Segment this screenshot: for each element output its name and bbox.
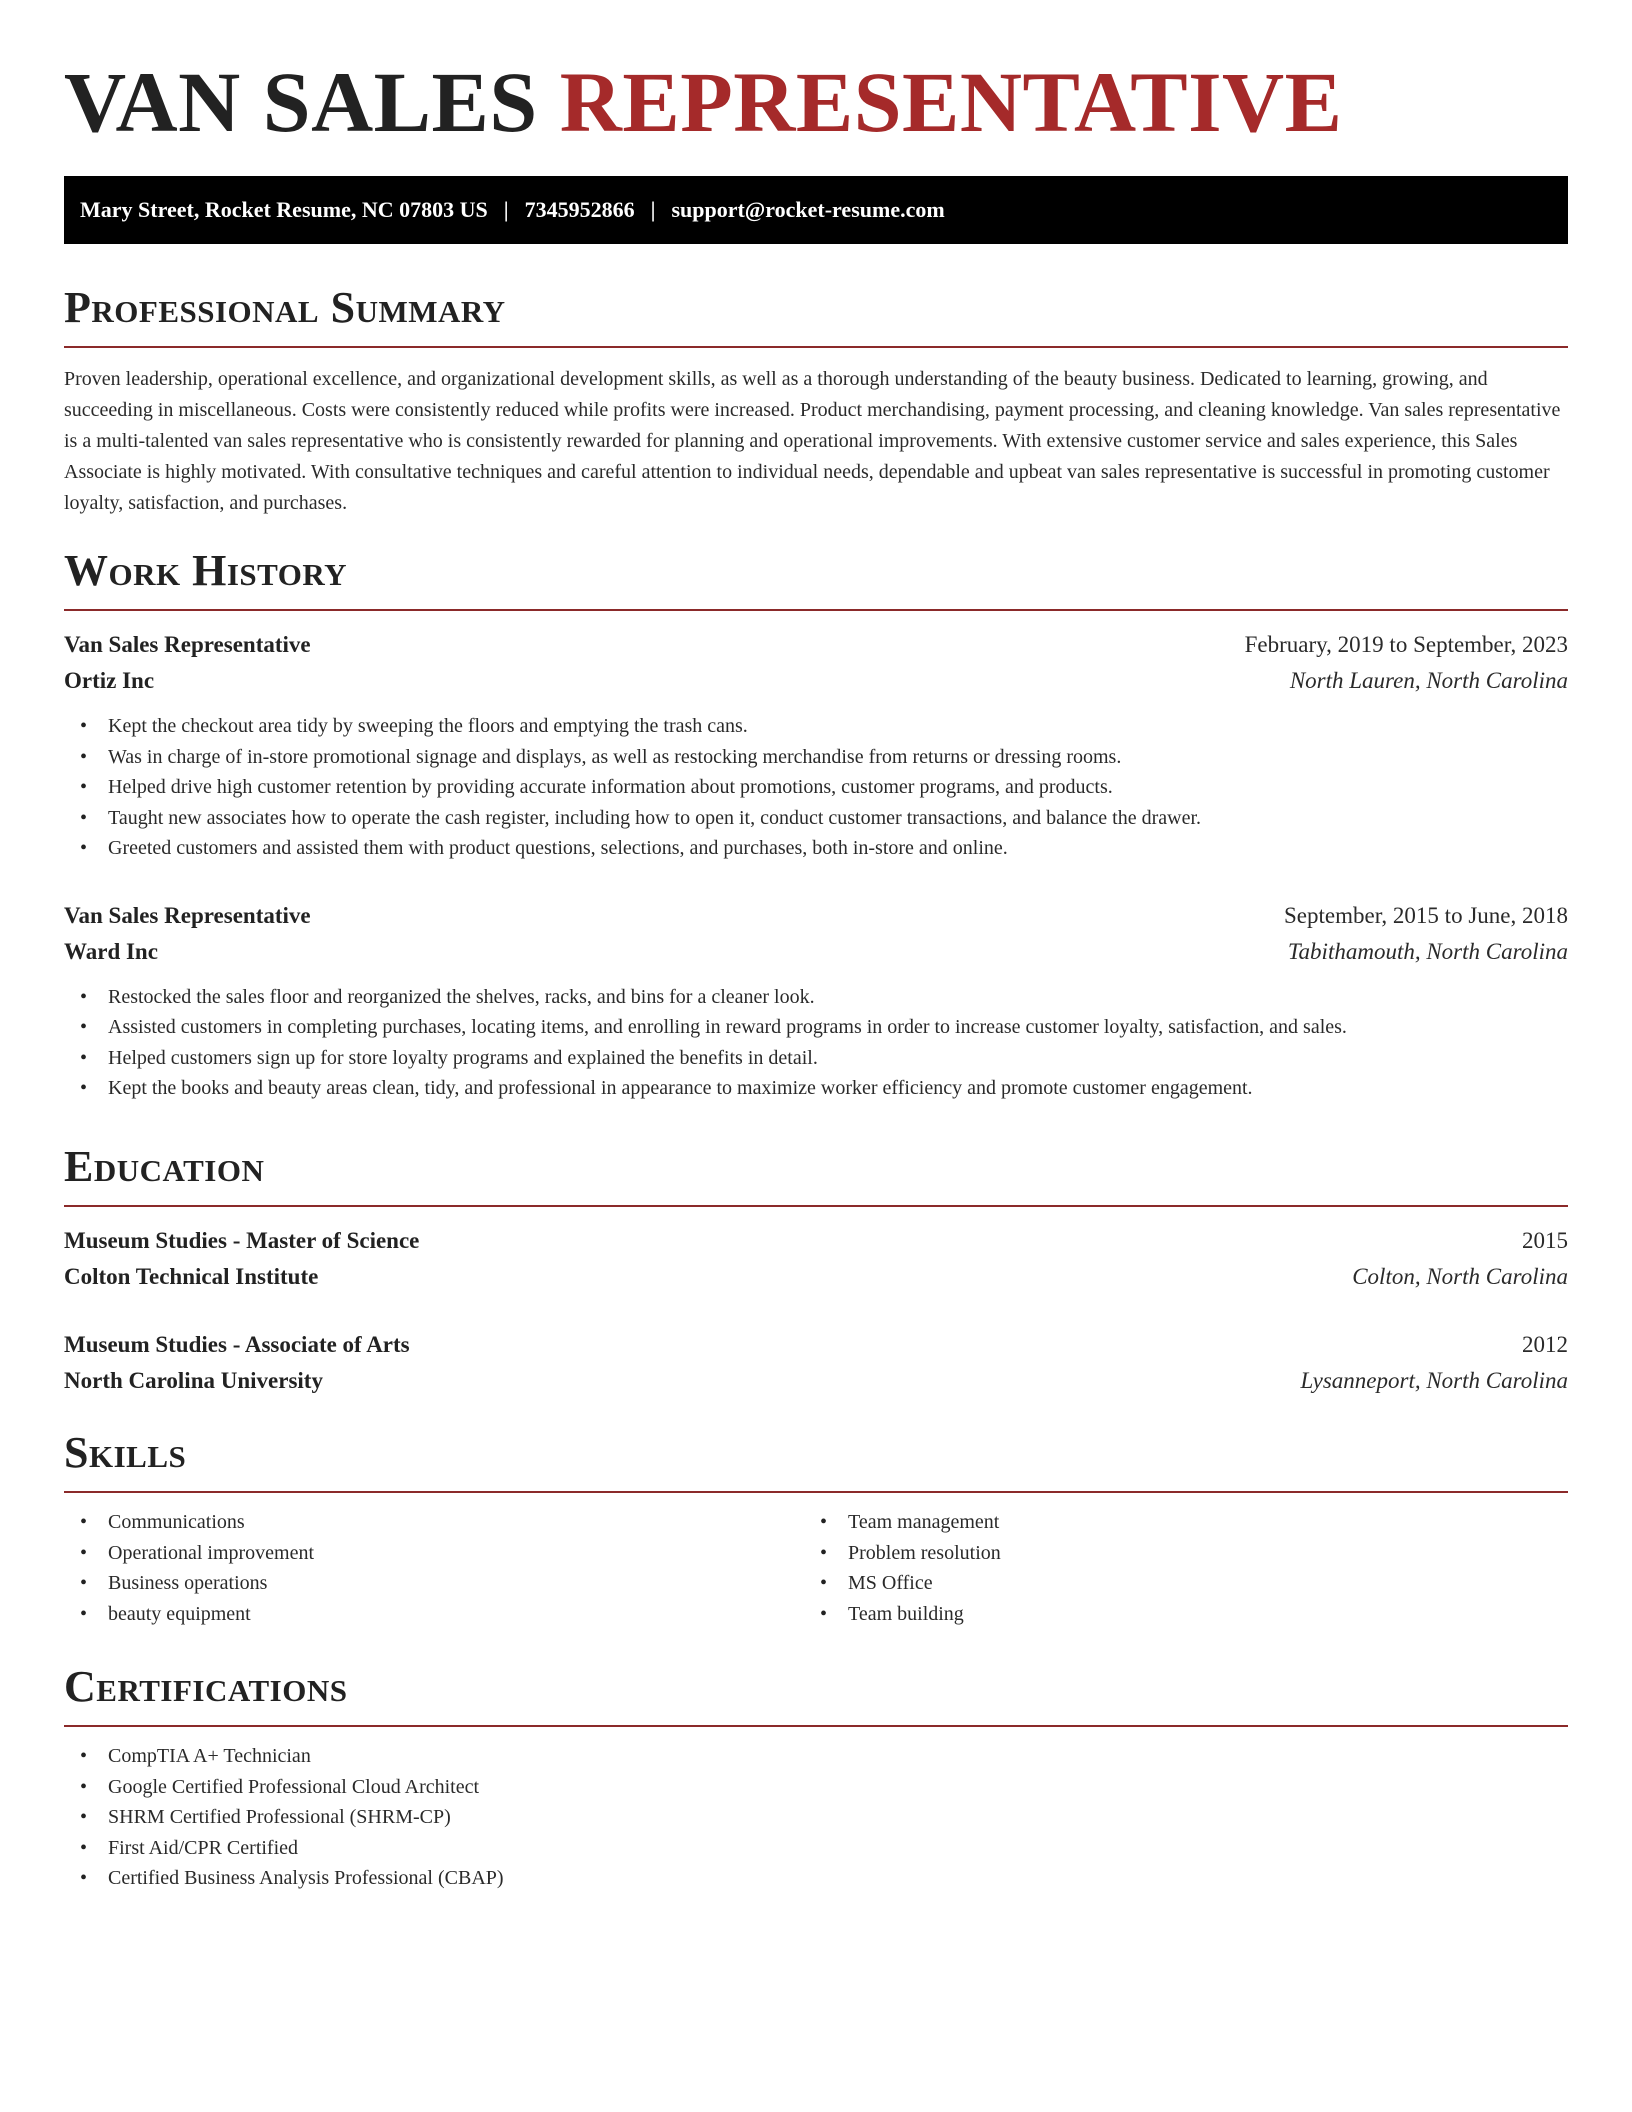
list-item: • Kept the checkout area tidy by sweeping the floors and emptying the trash cans. [64,711,1568,742]
job-title: Van Sales Representative [64,902,311,928]
education-entry [64,1327,1568,1399]
job-header-row [64,627,1568,663]
section-divider [64,1725,1568,1727]
contact-phone: 7345952866 [524,197,635,222]
skills-section [64,1427,1568,1629]
list-item: • Team management [804,1507,1544,1538]
contact-email: support@rocket-resume.com [671,197,945,222]
resume-title [64,52,1343,152]
list-item: • Team building [804,1599,1544,1630]
certifications-list [64,1741,1568,1894]
job-entry [64,898,1568,1104]
job-dates: September, 2015 to June, 2018 [1284,902,1568,928]
education-entry [64,1223,1568,1295]
list-item: • Helped drive high customer retention by providing accurate information about promotions, customer programs, and products. [64,772,1568,803]
list-item: • CompTIA A+ Technician [64,1741,1568,1772]
list-item: • Restocked the sales floor and reorganized the shelves, racks, and bins for a cleaner look. [64,982,1568,1013]
job-bullets [64,982,1568,1104]
job-dates: February, 2019 to September, 2023 [1244,632,1568,657]
list-item: • Communications [64,1507,804,1538]
list-item: • Greeted customers and assisted them with product questions, selections, and purchases, both in-store and online. [64,833,1568,864]
education-year: 2015 [1522,1228,1568,1253]
job-title: Van Sales Representative [64,632,311,657]
education-location: Colton, North Carolina [1352,1264,1568,1289]
title-part-1: VAN SALES [64,54,538,150]
list-item: • Problem resolution [804,1538,1544,1569]
education-degree: Museum Studies - Associate of Arts [64,1332,410,1357]
education-degree-row [64,1223,1568,1259]
job-bullets [64,711,1568,864]
job-location: Tabithamouth, North Carolina [1287,938,1568,964]
skills-grid [64,1507,1568,1629]
job-company: Ortiz Inc [64,668,155,693]
section-title-summary: Professional Summary [64,283,506,332]
list-item: • First Aid/CPR Certified [64,1833,1568,1864]
contact-separator: | [650,197,656,222]
education-school-row [64,1363,1568,1399]
job-location: North Lauren, North Carolina [1289,668,1568,693]
list-item: • Operational improvement [64,1538,804,1569]
list-item: • Google Certified Professional Cloud Architect [64,1772,1568,1803]
section-title-certifications: Certifications [64,1662,348,1711]
summary-text: Proven leadership, operational excellence, and organizational development skills, as well as a thorough understanding of the beauty business. Dedicated to learning, growing, and succeeding in miscellaneous. Costs were consistently reduced while profits were increased. Product merchandising, payment processing, and cleaning knowledge. Van sales representative is a multi-talented van sales representative who is consistently rewarded for planning and operational improvements. With extensive customer service and sales experience, this Sales Associate is highly motivated. With consultative techniques and careful attention to individual needs, dependable and upbeat van sales representative is successful in promoting customer loyalty, satisfaction, and purchases. [64,368,1561,514]
contact-bar [64,176,1568,244]
education-school: North Carolina University [64,1368,323,1393]
list-item: • Certified Business Analysis Professional (CBAP) [64,1863,1568,1894]
list-item: • Was in charge of in-store promotional signage and displays, as well as restocking merchandise from returns or dressing rooms. [64,742,1568,773]
list-item: • Taught new associates how to operate the cash register, including how to open it, conduct customer transactions, and balance the drawer. [64,803,1568,834]
list-item: • Business operations [64,1568,804,1599]
section-divider [64,346,1568,348]
education-year: 2012 [1522,1332,1568,1357]
skills-column-right [804,1507,1544,1629]
list-item: • MS Office [804,1568,1544,1599]
job-entry [64,627,1568,864]
list-item: • Helped customers sign up for store loyalty programs and explained the benefits in detail. [64,1043,1568,1074]
certifications-section [64,1661,1568,1894]
list-item: • SHRM Certified Professional (SHRM-CP) [64,1802,1568,1833]
section-divider [64,1205,1568,1207]
education-school: Colton Technical Institute [64,1264,319,1289]
skills-column-left [64,1507,804,1629]
list-item: • beauty equipment [64,1599,804,1630]
list-item: • Kept the books and beauty areas clean, tidy, and professional in appearance to maximize worker efficiency and promote customer engagement. [64,1073,1568,1104]
section-title-skills: Skills [64,1428,187,1477]
education-location: Lysanneport, North Carolina [1300,1368,1568,1393]
work-history-section [64,545,1568,1104]
job-company-row [64,663,1568,699]
job-company-row [64,934,1568,970]
list-item: • Assisted customers in completing purchases, locating items, and enrolling in reward programs in order to increase customer loyalty, satisfaction, and sales. [64,1012,1568,1043]
contact-separator: | [503,197,509,222]
summary-section [64,282,1568,519]
education-degree-row [64,1327,1568,1363]
section-title-work: Work History [64,546,348,595]
job-header-row [64,898,1568,934]
title-part-2: REPRESENTATIVE [559,54,1343,150]
section-divider [64,1491,1568,1493]
education-section [64,1141,1568,1399]
education-degree: Museum Studies - Master of Science [64,1228,420,1253]
section-title-education: Education [64,1142,265,1191]
education-school-row [64,1259,1568,1295]
job-company: Ward Inc [64,938,158,964]
section-divider [64,609,1568,611]
contact-address: Mary Street, Rocket Resume, NC 07803 US [80,197,488,222]
